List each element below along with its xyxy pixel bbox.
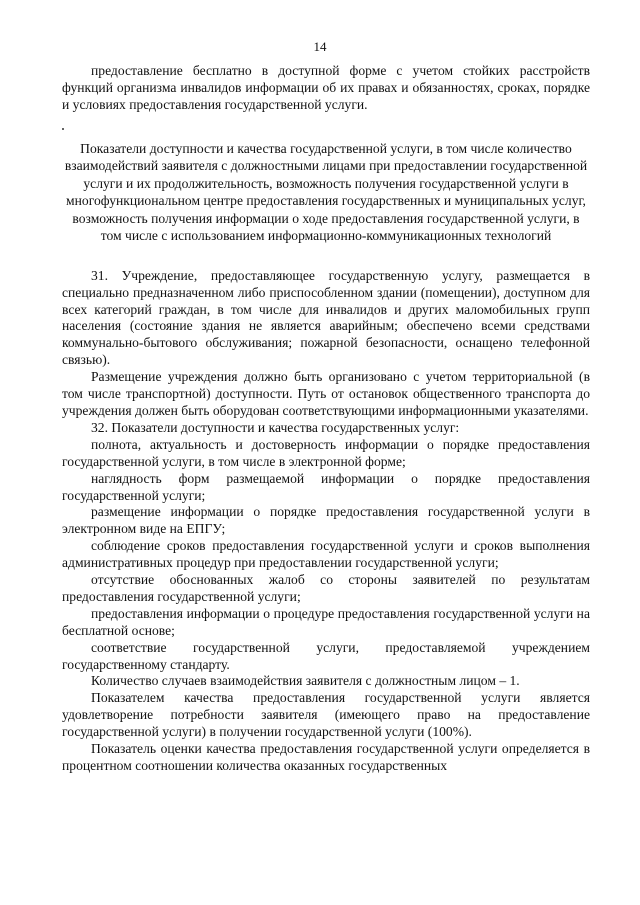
paragraph-placement: Размещение учреждения должно быть организовано с учетом территориальной (в том числе транспортной) доступности. Путь от остановок общественного транспорта до учреждения должен быть оборудован соответствующими информационными указателями. <box>62 369 590 418</box>
list-item-completeness: полнота, актуальность и достоверность информации о порядке предоставления государственной услуги, в том числе в электронной форме; <box>62 436 590 469</box>
intro-paragraph: предоставление бесплатно в доступной форме с учетом стойких расстройств функций организма инвалидов информации об их правах и обязанностях, сроках, порядке и условиях предоставления государственной услуги. <box>62 63 590 112</box>
list-item-deadlines: соблюдение сроков предоставления государственной услуги и сроков выполнения административных процедур при предоставлении государственной услуги; <box>62 538 590 571</box>
list-item-free-info: предоставления информации о процедуре предоставления государственной услуги на бесплатной основе; <box>62 605 590 638</box>
paragraph-interactions: Количество случаев взаимодействия заявителя с должностным лицом – 1. <box>91 673 520 689</box>
paragraph-quality-assessment: Показатель оценки качества предоставления государственной услуги определяется в процентном соотношении количества оказанных государственных <box>62 741 590 773</box>
list-item-standard: соответствие государственной услуги, предоставляемой учреждением государственному стандарту. <box>62 639 590 672</box>
paragraph-32: 32. Показатели доступности и качества государственных услуг: <box>91 419 460 435</box>
list-item-epgu: размещение информации о порядке предоставления государственной услуги в электронном виде на ЕПГУ; <box>62 504 590 537</box>
paragraph-quality-indicator: Показателем качества предоставления государственной услуги является удовлетворение потребности заявителя (имеющего право на предоставление государственной услуги) в получении государственной услуги (100%). <box>62 690 590 740</box>
section-heading: Показатели доступности и качества государственной услуги, в том числе количество взаимодействий заявителя с должностными лицами при предоставлении государственной услуги и их продолжительность, возможность получения государственной услуги в многофункциональном центре предоставления государственных и муниципальных услуг, возможность получения информации о ходе предоставления государственной услуги, в том числе с использованием информационно-коммуникационных технологий <box>64 140 588 244</box>
paragraph-31: 31. Учреждение, предоставляющее государственную услугу, размещается в специально предназначенном либо приспособленном здании (помещении), доступном для всех категорий граждан, в том числе для инвалидов и других маломобильных групп населения (состояние здания не является аварийным; обеспечено всеми средствами коммунально-бытового обслуживания; пожарной безопасности, оснащено телефонной связью). <box>62 267 590 368</box>
list-item-complaints: отсутствие обоснованных жалоб со стороны заявителей по результатам предоставления государственной услуги; <box>62 572 590 604</box>
document-body <box>62 63 590 775</box>
list-item-visibility: наглядность форм размещаемой информации о порядке предоставления государственной услуги; <box>62 470 590 503</box>
page-number: 14 <box>313 39 327 54</box>
